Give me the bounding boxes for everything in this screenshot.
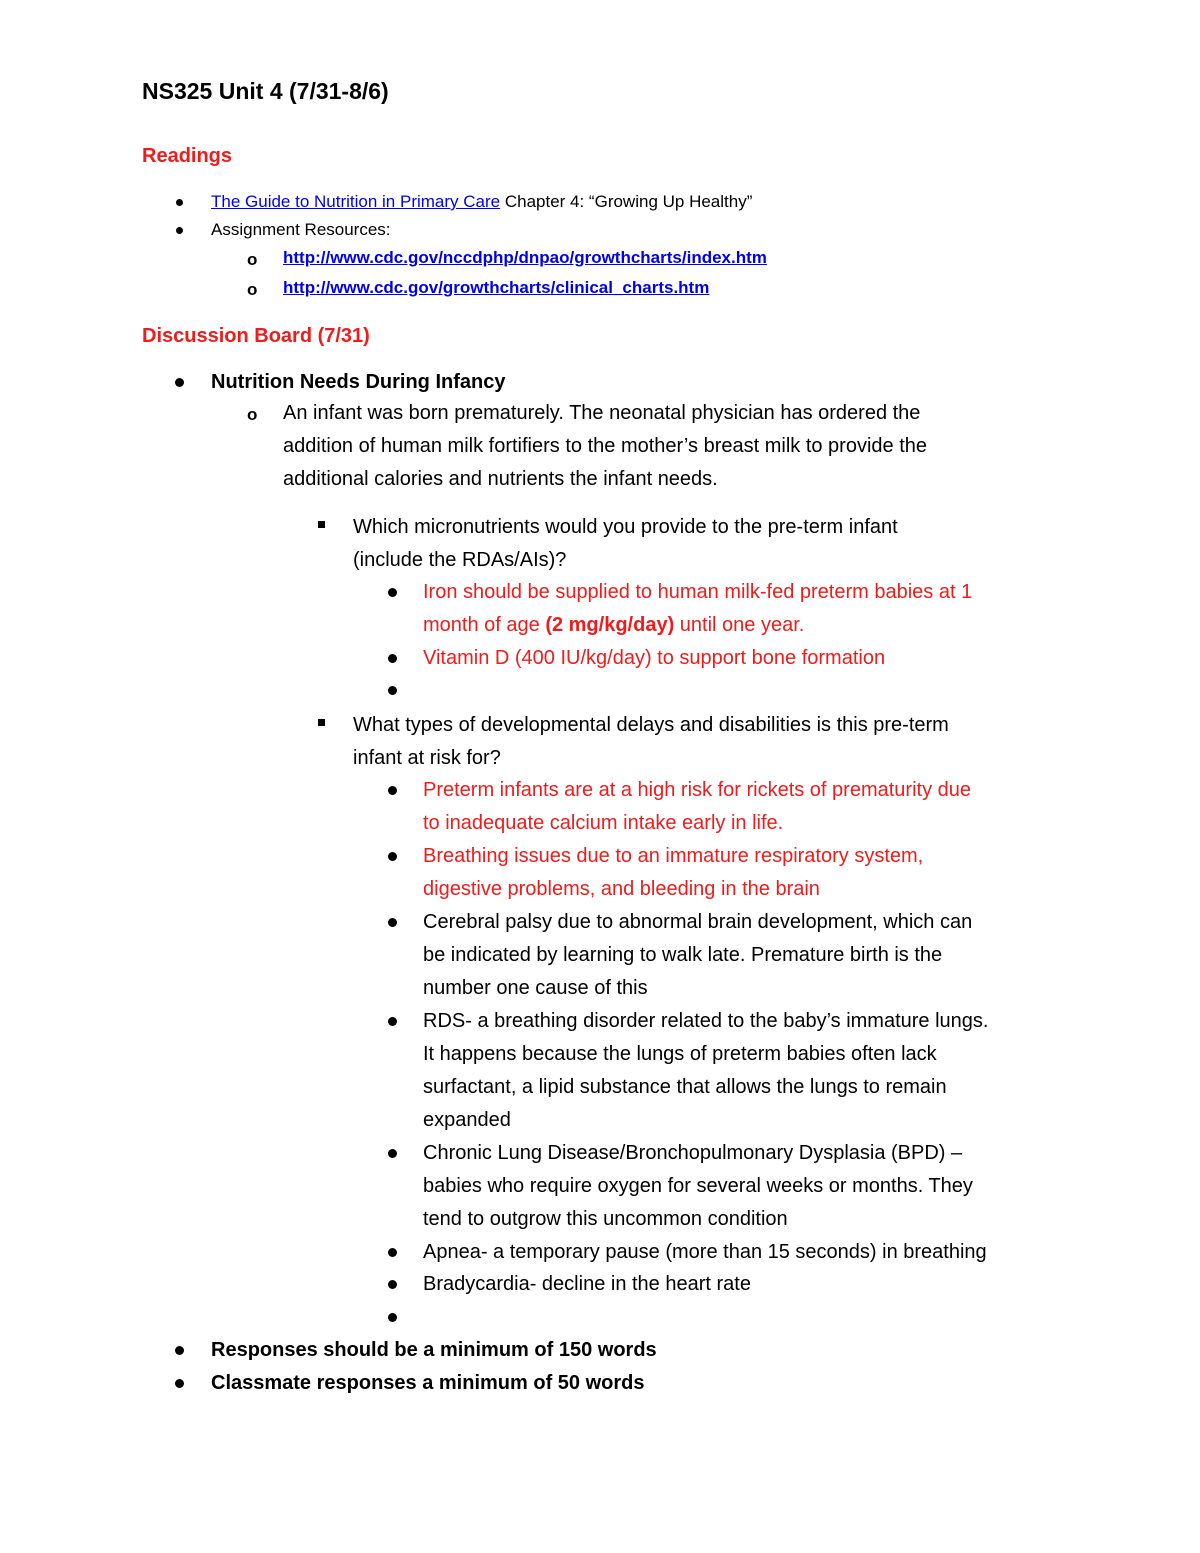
readings-heading: Readings bbox=[142, 145, 233, 167]
scenario-line: additional calories and nutrients the infant needs. bbox=[283, 468, 718, 490]
bullet-icon bbox=[176, 227, 183, 234]
bullet-icon bbox=[388, 1313, 397, 1322]
bullet-icon bbox=[176, 199, 183, 206]
answer-iron: Iron should be supplied to human milk-fed preterm babies at 1 month of age (2 mg/kg/day) until one year. bbox=[423, 581, 973, 636]
answer-cerebral-palsy: Cerebral palsy due to abnormal brain development, which can be indicated by learning to walk late. Premature birth is the number one cause of this bbox=[423, 911, 973, 999]
bullet-icon bbox=[388, 588, 397, 597]
answer-vitamin-d: Vitamin D (400 IU/kg/day) to support bone formation bbox=[423, 647, 886, 669]
answer-breathing: Breathing issues due to an immature respiratory system, digestive problems, and bleeding in the brain bbox=[423, 845, 924, 900]
square-bullet-icon bbox=[318, 719, 325, 726]
scenario-line: addition of human milk fortifiers to the mother’s breast milk to provide the bbox=[283, 435, 928, 457]
topic-title: Nutrition Needs During Infancy bbox=[211, 371, 506, 393]
guide-chapter-text: Chapter 4: “Growing Up Healthy” bbox=[500, 192, 753, 211]
answer-bpd: Chronic Lung Disease/Bronchopulmonary Dysplasia (BPD) – babies who require oxygen for several weeks or months. They tend to outgrow this uncommon condition bbox=[423, 1142, 973, 1230]
response-requirement: Responses should be a minimum of 150 words bbox=[211, 1339, 657, 1361]
cdc-growthcharts-index-link[interactable]: http://www.cdc.gov/nccdphp/dnpao/growthcharts/index.htm bbox=[283, 248, 767, 267]
bullet-icon bbox=[388, 1280, 397, 1289]
bullet-icon bbox=[388, 686, 397, 695]
bullet-icon bbox=[175, 378, 184, 387]
bullet-icon bbox=[388, 1248, 397, 1257]
bullet-icon bbox=[388, 1017, 397, 1026]
answer-rickets: Preterm infants are at a high risk for rickets of prematurity due to inadequate calcium intake early in life. bbox=[423, 779, 971, 834]
guide-link[interactable]: The Guide to Nutrition in Primary Care bbox=[211, 192, 501, 211]
page-title: NS325 Unit 4 (7/31-8/6) bbox=[142, 78, 389, 104]
assignment-resources-label: Assignment Resources: bbox=[211, 220, 391, 239]
scenario-text bbox=[283, 397, 927, 496]
answer-bradycardia: Bradycardia- decline in the heart rate bbox=[423, 1273, 751, 1295]
classmate-requirement: Classmate responses a minimum of 50 words bbox=[211, 1372, 645, 1394]
answer-apnea: Apnea- a temporary pause (more than 15 seconds) in breathing bbox=[423, 1241, 987, 1263]
discussion-heading: Discussion Board (7/31) bbox=[142, 325, 370, 347]
sub-bullet-icon: o bbox=[247, 250, 258, 269]
sub-bullet-icon: o bbox=[247, 280, 258, 299]
answer-rds: RDS- a breathing disorder related to the baby’s immature lungs. It happens because the lungs of preterm babies often lack surfactant, a lipid substance that allows the lungs to remain expanded bbox=[423, 1010, 989, 1131]
bullet-icon bbox=[388, 654, 397, 663]
bullet-icon bbox=[388, 786, 397, 795]
reading-item-guide bbox=[211, 190, 752, 214]
bullet-icon bbox=[388, 852, 397, 861]
question-micronutrients: Which micronutrients would you provide to the pre-term infant (include the RDAs/AIs)? bbox=[353, 516, 898, 571]
question-delays: What types of developmental delays and disabilities is this pre-term infant at risk for? bbox=[353, 714, 949, 769]
cdc-clinical-charts-link[interactable]: http://www.cdc.gov/growthcharts/clinical_charts.htm bbox=[283, 278, 710, 297]
bullet-icon bbox=[388, 918, 397, 927]
scenario-line: An infant was born prematurely. The neonatal physician has ordered the bbox=[283, 402, 921, 424]
square-bullet-icon bbox=[318, 521, 325, 528]
bullet-icon bbox=[175, 1379, 184, 1388]
bullet-icon bbox=[388, 1149, 397, 1158]
sub-bullet-icon: o bbox=[247, 405, 258, 424]
bullet-icon bbox=[175, 1346, 184, 1355]
